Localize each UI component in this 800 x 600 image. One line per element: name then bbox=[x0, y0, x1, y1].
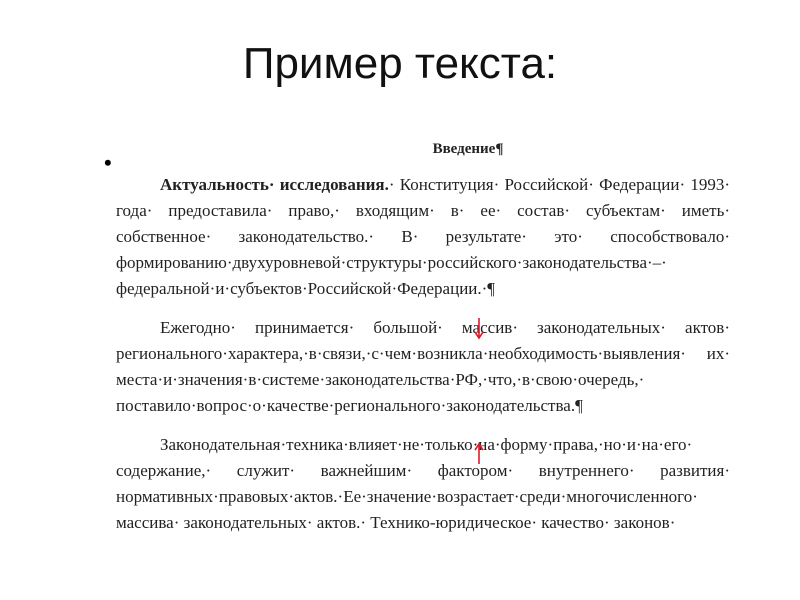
slide-title: Пример текста: bbox=[242, 39, 558, 88]
paragraph-lead: Актуальность· исследования. bbox=[160, 175, 389, 194]
paragraph-2 bbox=[116, 315, 730, 419]
bullet-icon: • bbox=[104, 150, 112, 175]
paragraph-3 bbox=[116, 432, 730, 536]
paragraph-1 bbox=[116, 172, 730, 302]
paragraph-text: Законодательная·техника·влияет·не·только·на·форму·права,·но·и·на·его· содержание,· служит· важнейшим· фактором· внутреннего· развития· нормативных·правовых·актов.·Ее·значение·возрастает·среди·многочисленного· массива· законодательных· актов.· Технико-юридическое· качество· законов· bbox=[116, 435, 730, 532]
paragraph-text: Ежегодно· принимается· большой· массив· законодательных· актов· регионального·характера,·в·связи,·с·чем·возникла·необходимость·выявления· их· места·и·значения·в·системе·законодательства·РФ,·что,·в·свою·очередь,· поставило·вопрос·о·качестве·регионального·законодательства.¶ bbox=[116, 318, 730, 415]
paragraph-text: · Конституция· Российской· Федерации· 1993· года· предоставила· право,· входящим· в· ее· состав· субъектам· иметь· собственное· законодательство.· В· результате· это· способствовало· формированию·двухуровневой·структуры·российского·законодательства·–· федеральной·и·субъектов·Российской·Федерации.·¶ bbox=[116, 175, 730, 298]
document-heading: Введение¶ bbox=[432, 141, 504, 157]
arrow-up-svg bbox=[474, 442, 484, 464]
arrow-down-svg bbox=[474, 318, 484, 340]
document-body bbox=[116, 140, 730, 549]
